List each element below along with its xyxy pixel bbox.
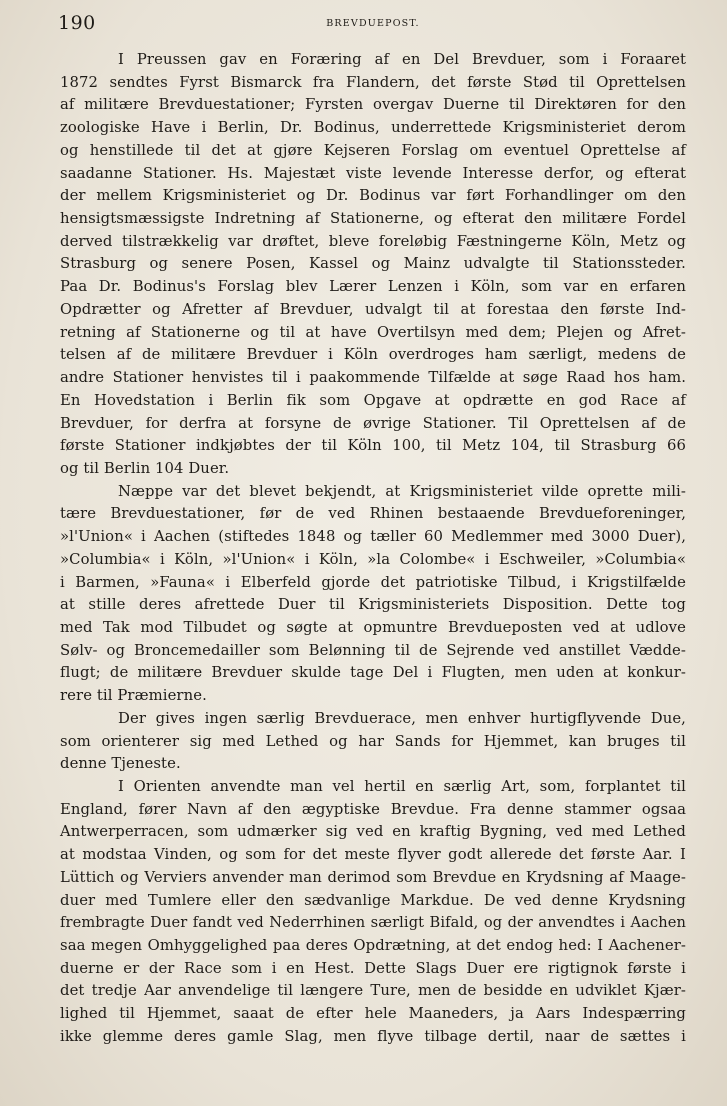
text-line: første Stationer indkjøbtes der til Köln 100, til Metz 104, til Strasburg 66 — [60, 437, 686, 455]
text-line: der mellem Krigsministeriet og Dr. Bodinus var ført Forhandlinger om den — [60, 187, 686, 205]
text-line: Brevduer, for derfra at forsyne de øvrige Stationer. Til Oprettelsen af de — [60, 414, 686, 432]
page-header — [58, 12, 688, 38]
text-line: zoologiske Have i Berlin, Dr. Bodinus, underrettede Krigsministeriet derom — [60, 119, 686, 137]
text-line: det tredje Aar anvendelige til længere Ture, men de besidde en udviklet Kjær- — [60, 982, 686, 1000]
text-line: at stille deres afrettede Duer til Krigsministeriets Disposition. Dette tog — [60, 596, 686, 614]
text-line: rere til Præmierne. — [60, 687, 207, 705]
text-line: derved tilstrækkelig var drøftet, bleve foreløbig Fæstningerne Köln, Metz og — [60, 232, 686, 250]
page-number: 190 — [58, 12, 96, 34]
text-line: og til Berlin 104 Duer. — [60, 459, 230, 477]
text-line: England, fører Navn af den ægyptiske Brevdue. Fra denne stammer ogsaa — [60, 800, 686, 818]
text-line: duer med Tumlere eller den sædvanlige Markdue. De ved denne Krydsning — [60, 891, 686, 909]
text-line: retning af Stationerne og til at have Overtilsyn med dem; Plejen og Afret- — [60, 323, 686, 341]
text-line: telsen af de militære Brevduer i Köln overdroges ham særligt, medens de — [60, 346, 686, 364]
text-line: duerne er der Race som i en Hest. Dette Slags Duer ere rigtignok første i — [60, 959, 686, 977]
text-line: Opdrætter og Afretter af Brevduer, udvalgt til at forestaa den første Ind- — [60, 300, 686, 318]
text-line: »Columbia« i Köln, »l'Union« i Köln, »la Colombe« i Eschweiler, »Columbia« — [60, 550, 686, 568]
text-line: at modstaa Vinden, og som for det meste flyver godt allerede det første Aar. I — [60, 846, 686, 864]
text-line: 1872 sendtes Fyrst Bismarck fra Flandern, det første Stød til Oprettelsen — [60, 73, 686, 91]
body-text — [60, 49, 686, 1049]
text-line: andre Stationer henvistes til i paakommende Tilfælde at søge Raad hos ham. — [60, 369, 686, 387]
text-line: og henstillede til det at gjøre Kejseren Forslag om eventuel Oprettelse af — [60, 141, 686, 159]
text-line: med Tak mod Tilbudet og søgte at opmuntre Brevdueposten ved at udlove — [60, 618, 686, 636]
text-line: tære Brevduestationer, før de ved Rhinen bestaaende Brevdueforeninger, — [60, 505, 686, 523]
text-line: lighed til Hjemmet, saaat de efter hele Maaneders, ja Aars Indespærring — [60, 1005, 686, 1023]
text-line: flugt; de militære Brevduer skulde tage Del i Flugten, men uden at konkur- — [60, 664, 686, 682]
text-line: »l'Union« i Aachen (stiftedes 1848 og tæller 60 Medlemmer med 3000 Duer), — [60, 528, 686, 546]
text-line: Antwerperracen, som udmærker sig ved en kraftig Bygning, ved med Lethed — [60, 823, 686, 841]
text-line: saadanne Stationer. Hs. Majestæt viste levende Interesse derfor, og efterat — [60, 164, 686, 182]
text-line: Næppe var det blevet bekjendt, at Krigsministeriet vilde oprette mili- — [118, 482, 686, 500]
text-line: Der gives ingen særlig Brevduerace, men enhver hurtigflyvende Due, — [118, 709, 686, 727]
text-line: Sølv- og Broncemedailler som Belønning til de Sejrende ved anstillet Vædde- — [60, 641, 686, 659]
text-line: i Barmen, »Fauna« i Elberfeld gjorde det patriotiske Tilbud, i Krigstilfælde — [60, 573, 686, 591]
text-line: af militære Brevduestationer; Fyrsten overgav Duerne til Direktøren for den — [60, 96, 686, 114]
text-line: denne Tjeneste. — [60, 755, 181, 773]
text-line: I Orienten anvendte man vel hertil en særlig Art, som, forplantet til — [118, 778, 686, 795]
text-line: hensigtsmæssigste Indretning af Stationerne, og efterat den militære Fordel — [60, 210, 686, 228]
text-line: frembragte Duer fandt ved Nederrhinen særligt Bifald, og der anvendtes i Aachen — [60, 914, 686, 932]
text-line: som orienterer sig med Lethed og har Sands for Hjemmet, kan bruges til — [60, 732, 686, 750]
text-line: I Preussen gav en Foræring af en Del Brevduer, som i Foraaret — [118, 51, 686, 68]
text-line: Lüttich og Verviers anvender man derimod som Brevdue en Krydsning af Maage- — [60, 868, 686, 886]
text-line: ikke glemme deres gamle Slag, men flyve tilbage dertil, naar de sættes i — [60, 1027, 686, 1045]
running-head: BREVDUEPOST. — [326, 18, 420, 29]
text-line: saa megen Omhyggelighed paa deres Opdrætning, at det endog hed: I Aachener- — [60, 937, 686, 955]
text-line: Strasburg og senere Posen, Kassel og Mainz udvalgte til Stationssteder. — [60, 255, 686, 273]
text-line: En Hovedstation i Berlin fik som Opgave at opdrætte en god Race af — [60, 391, 686, 409]
text-line: Paa Dr. Bodinus's Forslag blev Lærer Lenzen i Köln, som var en erfaren — [60, 278, 686, 296]
